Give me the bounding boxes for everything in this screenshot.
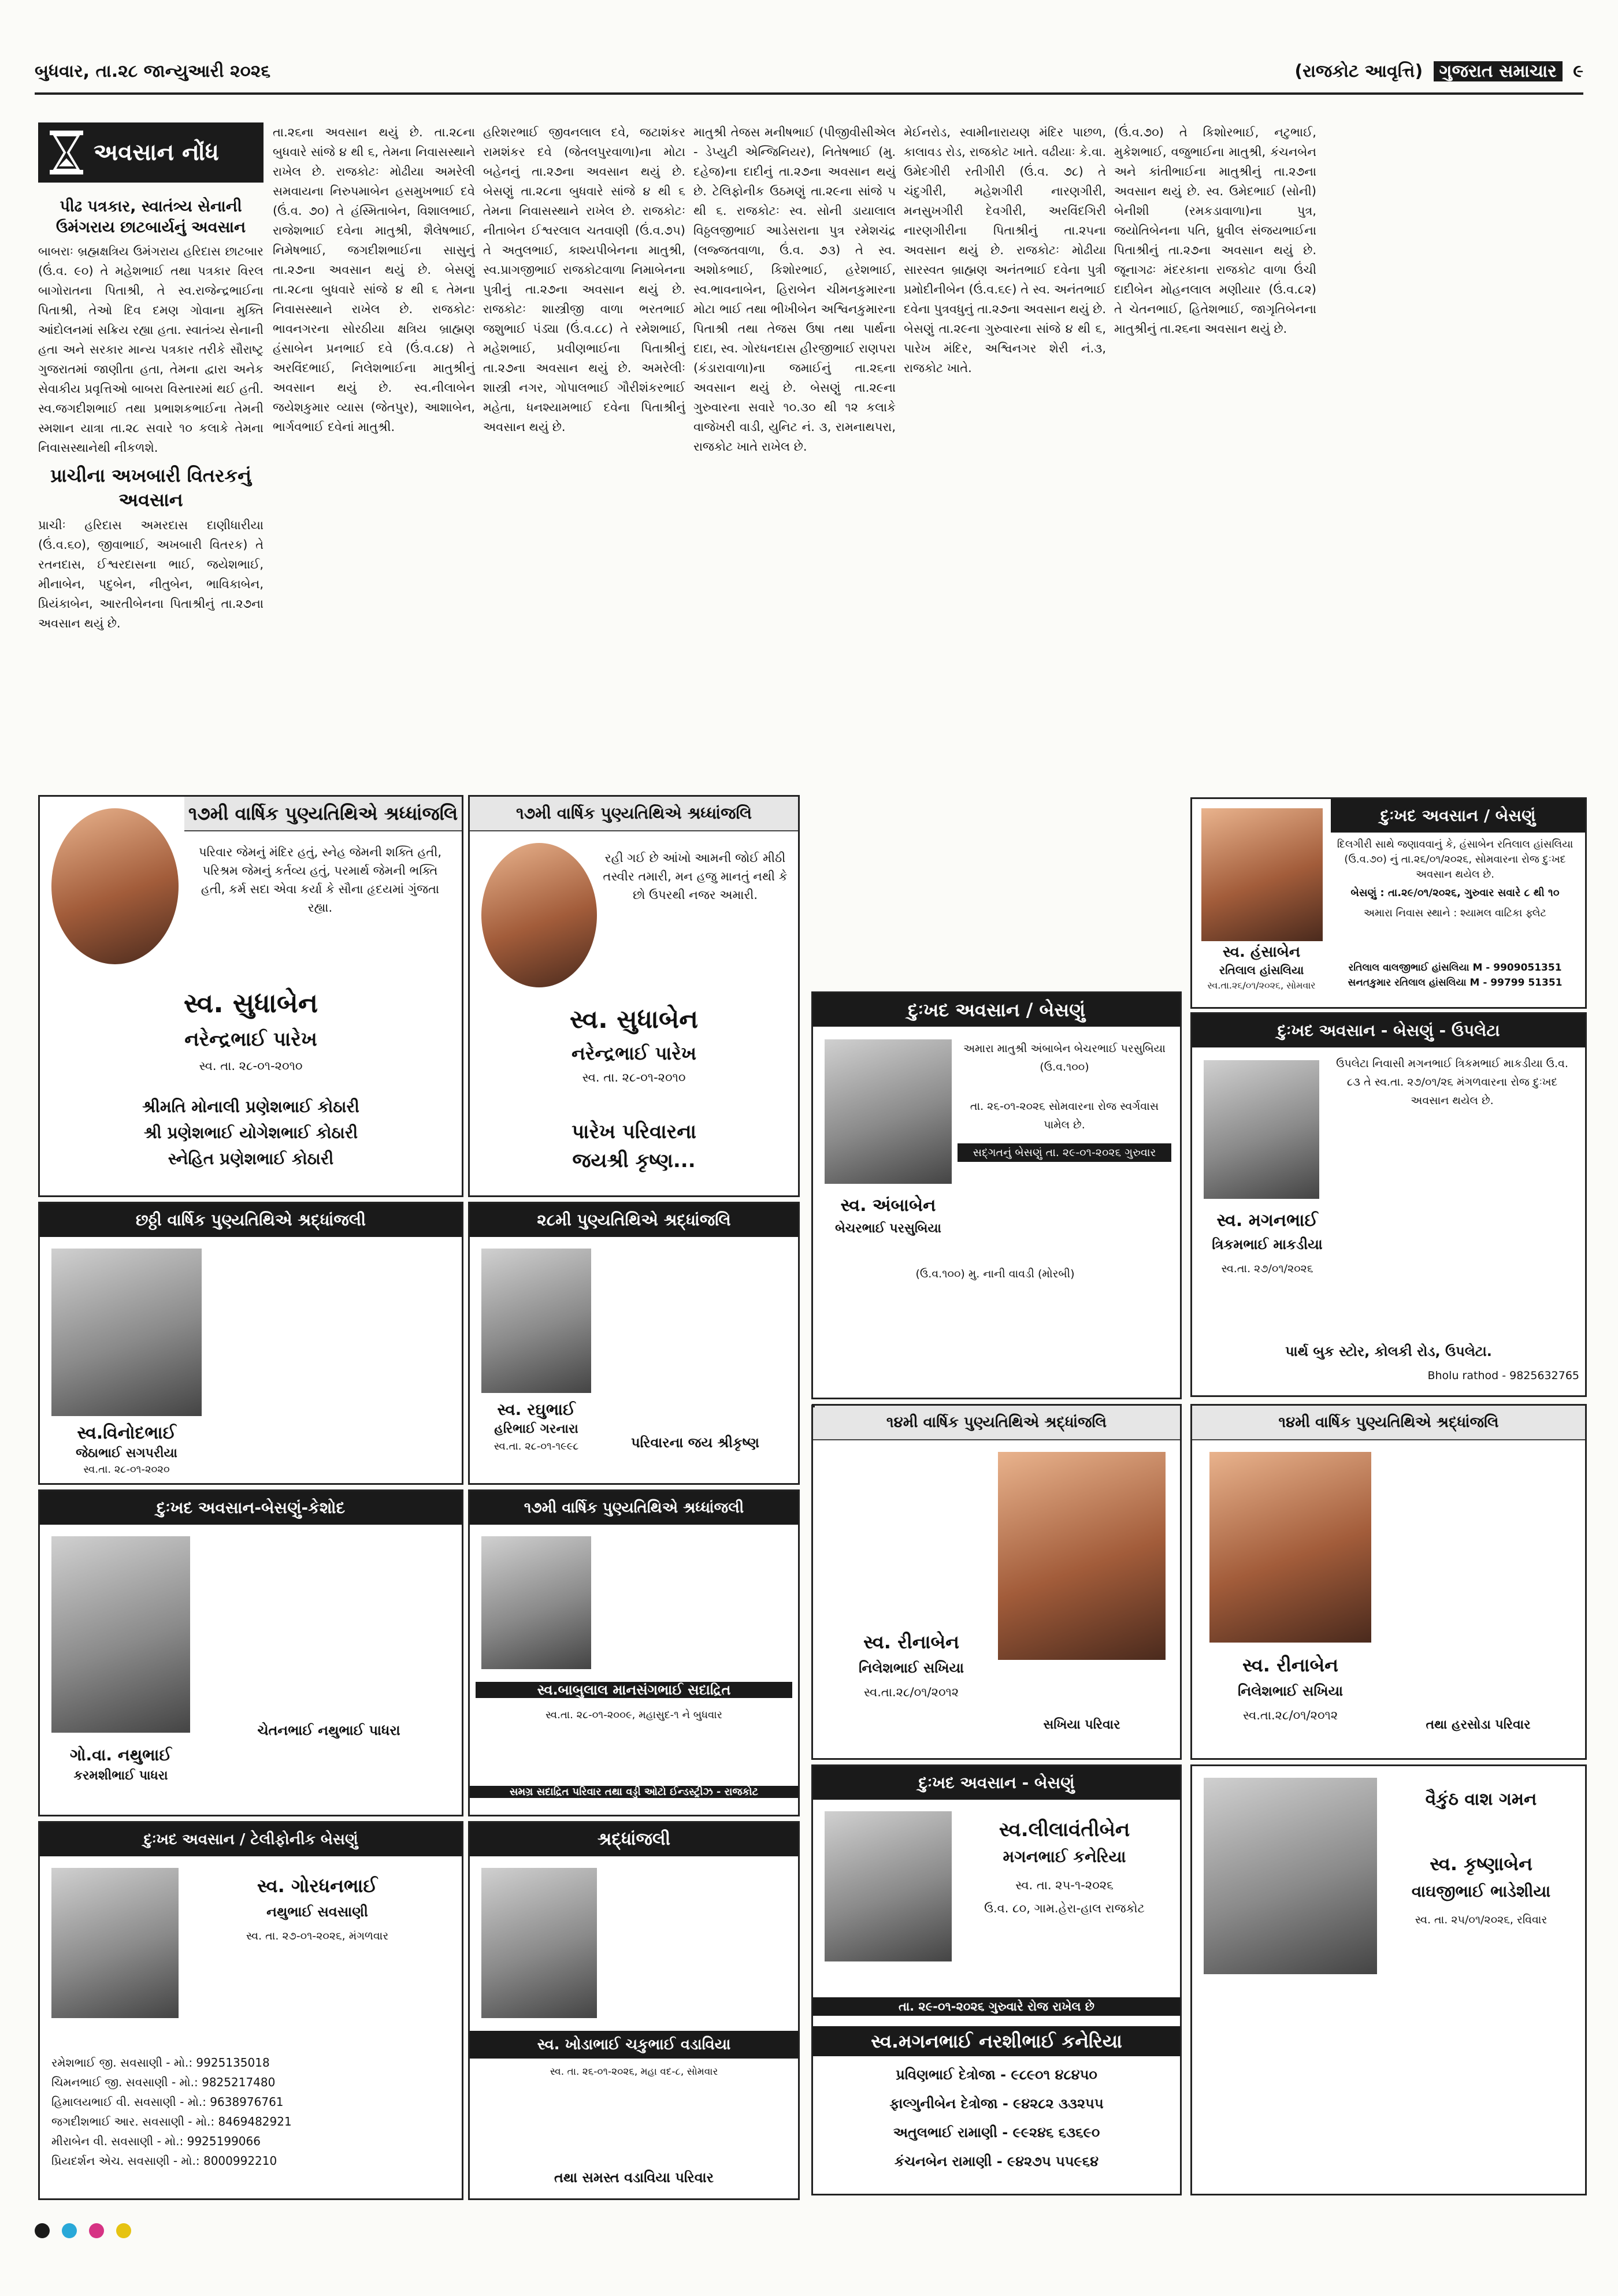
section-header	[38, 122, 264, 183]
news-column-4	[693, 122, 896, 770]
family: ચેતનભાઈ નથુભાઈ પાધરા	[257, 1722, 400, 1738]
portrait-photo	[481, 1249, 591, 1393]
ad-banner: દુઃખદ અવસાન / બેસણું	[813, 993, 1180, 1027]
death-date: સ્વ.તા. ૨૮-૦૧-૨૦૦૯, મહાસુદ-૧ ને બુધવાર	[545, 1709, 722, 1721]
ad-gordhanbhai	[38, 1821, 463, 2200]
news-body-col2: તા.૨૬ના અવસાન થયું છે. તા.૨૮ના બુધવારે સાંજે ૪ થી ૬, તેમના નિવાસસ્થાને રાખેલ છે. રાજકોટઃ મોઢીયા અમરેલી સમવાયના નિરુપમાબેન હસમુખભાઈ દવે (ઉં.વ. ૭૦) તે હંસ્મિતાબેન, વિશાલભાઈ, રાજેશભાઈ દવેના માતુશ્રી, શૈલેષભાઈ, નિમેષભાઈ, જગદીશભાઈના સાસુનું તા.૨૭ના અવસાન થયું છે. બેસણું તા.૨૮ના બુધવારે સાંજે ૪ થી ૬ તેમના નિવાસસ્થાને રાખેલ છે. રાજકોટઃ ભાવનગરના સોરઠીયા ક્ષત્રિય બ્રાહ્મણ હંસાબેન પ્રનભાઈ દવે (ઉં.વ.૮૪) તે અરવિંદભાઈ, નિલેશભાઈના માતુશ્રીનું અવસાન થયું છે. સ્વ.નીલાબેન જયેશકુમાર વ્યાસ (જેતપુર), આશાબેન, ભાર્ગવભાઈ દવેનાં માતુશ્રી.	[273, 125, 475, 434]
portrait-photo	[825, 1039, 952, 1184]
contact-1: રતિલાલ વાલજીભાઈ હાંસલિયા M - 9909051351	[1348, 962, 1562, 974]
news-body-col5: મેઈનરોડ, સ્વામીનારાયણ મંદિર પાછળ, કાલાવડ રોડ, રાજકોટ ખાતે. વઢીયાઃ કે.વા. ઉમેદગીરી રતીગીરી (ઉં.વ. ૭૮) તે ચંદુગીરી, મહેશગીરી નારણગીરી, મનસુખગીરી દેવગીરી, અરવિંદગિરી નારણગીરીના પિતાશ્રીનું તા.૨૫ના અવસાન થયું છે. રાજકોટઃ મોઢીયા સારસ્વત બ્રાહ્મણ અનંતભાઈ દવેના પુત્રી પ્રમોદીનીબેન (ઉં.વ.૬૯) તે સ્વ. અનંતભાઈ દવેના પુત્રવધુનું તા.૨૭ના અવસાન થયું છે. બેસણું તા.૨૯ના ગુરુવારના સાંજે ૪ થી ૬, પારેખ મંદિર, અશ્વિનગર શેરી નં.૩, રાજકોટ ખાતે.	[904, 125, 1106, 375]
spacer-sh	[38, 2205, 460, 2221]
news-column-2	[273, 122, 475, 770]
ad-banner: ૧૭મી વાર્ષિક પુણ્યતિથિએ શ્રધ્ધાંજલિ	[470, 797, 798, 831]
age-place: (ઉ.વ.૧૦૦) મુ. નાની વાવડી (મોરબી)	[915, 1268, 1075, 1280]
portrait-photo	[998, 1452, 1166, 1660]
reg-dot-magenta	[89, 2223, 104, 2238]
portrait-photo	[51, 808, 179, 964]
ad-banner: ૧૪મી વાર્ષિક પુણ્યતિથિએ શ્રદ્ધાંજલિ	[1192, 1406, 1585, 1440]
hourglass-icon	[46, 129, 87, 176]
news-column-3	[483, 122, 685, 770]
family: પરિવારના જય શ્રીકૃષ્ણ	[631, 1435, 759, 1451]
besnu-place: અમારા નિવાસ સ્થાને : શ્યામલ વાટિકા ફ્લેટ	[1364, 907, 1546, 919]
ad-rinaben-2	[1190, 1404, 1587, 1760]
contact-phone: Bholu rathod - 9825632765	[1427, 1369, 1579, 1382]
family: સમગ્ર સદાદ્રિત પરિવાર તથા વડ્ડી ઓટો ઈન્ડસ્ટ્રીઝ - રાજકોટ	[470, 1786, 798, 1798]
death-date: સ્વ. તા. ૨૬-૦૧-૨૦૨૬, મહા વદ-૮, સોમવાર	[550, 2066, 718, 2078]
ad-krushnaben	[1190, 1764, 1587, 2195]
death-date: સ્વ. તા. ૨૭-૦૧-૨૦૨૬, મંગળવાર	[246, 1930, 389, 1942]
ad-hansaben	[1190, 797, 1587, 1009]
ad-maganbhai	[1190, 1012, 1587, 1397]
portrait-photo	[481, 1536, 591, 1669]
ad-text: રહી ગઈ છે આંખો આમની જોઈ મીઠી તસ્વીર તમારી, મન હજુ માનતું નથી કે છો ઉપરથી નજર અમારી.	[603, 851, 788, 902]
deceased-name: સ્વ. સુધાબેન	[183, 987, 318, 1019]
ad-banner: ૧૭મી વાર્ષિક પુણ્યતિથિએ શ્રધ્ધાંજલી	[470, 1491, 798, 1525]
ad-ambaben	[811, 991, 1182, 1399]
portrait-photo	[51, 1249, 202, 1416]
ad-babulal	[468, 1489, 800, 1816]
ad-vinodbhai	[38, 1202, 463, 1485]
deceased-name: સ્વ. હંસાબેન	[1222, 943, 1301, 961]
masthead	[35, 61, 1583, 84]
ad-banner: દુઃખદ અવસાન - બેસણું	[813, 1766, 1180, 1800]
news-column-7	[1324, 122, 1388, 770]
portrait-photo	[51, 1868, 179, 2018]
ad-banner: ૨૮મી પુણ્યતિથિએ શ્રદ્ધાંજલિ	[470, 1203, 798, 1237]
deceased-subname: નરેન્દ્રભાઈ પારેખ	[184, 1028, 317, 1051]
deceased-subname: વાઘજીભાઈ ભાડેશીયા	[1411, 1882, 1551, 1901]
besnu-notice: સદ્ગતનું બેસણું તા. ૨૯-૦૧-૨૦૨૬ ગુરુવાર	[958, 1143, 1171, 1162]
death-date: સ્વ.તા.૨૮/૦૧/૨૦૧૨	[863, 1685, 959, 1699]
deceased-subname: હરિભાઈ ગરનારા	[494, 1422, 578, 1436]
death-date: સ્વ.તા.૨૮/૦૧/૨૦૧૨	[1242, 1708, 1338, 1722]
deceased-name: સ્વ. રીનાબેન	[1242, 1654, 1338, 1676]
spacer-ad5	[811, 1404, 812, 1405]
news-body-col3: હરિશરભાઈ જીવનલાલ દવે, જટાશંકર રામશંકર દવે (જેતલપુરવાળા)ના મોટા બહેનનું તા.૨૭ના અવસાન થયું છે. બેસણું તા.૨૮ના બુધવારે સાંજે ૪ થી ૬ તેમના નિવાસસ્થાને રાખેલ છે. રાજકોટઃ નીતાબેન ઈશ્વરલાલ ચતવાણી (ઉં.વ.૭૫) તે અતુલભાઈ, કાશ્યપીબેનના માતુશ્રી, સ્વ.પ્રાગજીભાઈ રાજકોટવાળા નિમાબેનના પુત્રીનું તા.૨૭ના અવસાન થયું છે. રાજકોટઃ શાસ્ત્રીજી વાળા ભરતભાઈ જશુભાઈ પંડ્યા (ઉં.વ.૮૮) તે રમેશભાઈ, મહેશભાઈ, પ્રવીણભાઈના પિતાશ્રીનું તા.૨૭ના અવસાન થયું છે. અમરેલીઃ શાસ્ત્રી નગર, ગોપાલભાઈ ગૌરીશંકરભાઈ મહેતા, ધનશ્યામભાઈ દવેના પિતાશ્રીનું અવસાન થયું છે.	[483, 125, 685, 434]
age-place: ઉ.વ. ૮૦, ગામ.હેરા-હાલ રાજકોટ	[984, 1901, 1145, 1915]
ad-banner: દુઃખદ અવસાન - બેસણું - ઉપલેટા	[1192, 1014, 1585, 1047]
deceased-name: સ્વ. મગનભાઈ	[1216, 1210, 1318, 1231]
news-column-5	[904, 122, 1106, 770]
ad-banner: છઠ્ઠી વાર્ષિક પુણ્યતિથિએ શ્રદ્ધાંજલી	[40, 1203, 462, 1237]
death-date: સ્વ.તા.૨૬/૦૧/૨૦૨૬, સોમવાર	[1207, 980, 1316, 991]
phone-3: હિમાલયભાઈ વી. સવસાણી - મો.: 9638976761	[51, 2095, 284, 2109]
deceased-name: સ્વ. સુધાબેન	[569, 1005, 699, 1034]
page-number: ૯	[1573, 61, 1583, 81]
ad-nathubhai	[38, 1489, 463, 1816]
deceased-subname: જેઠાભાઈ સગપરીયા	[76, 1446, 177, 1461]
phone-1: રમેશભાઈ જી. સવસાણી - મો.: 9925135018	[51, 2056, 270, 2070]
deceased-name: સ્વ.લીલાવંતીબેન	[999, 1818, 1130, 1841]
husband-name: સ્વ.મગનભાઈ નરશીભાઈ કનેરિયા	[813, 2026, 1180, 2056]
deceased-subname: ત્રિકમભાઈ માકડીયા	[1212, 1236, 1323, 1253]
deceased-name: સ્વ. કૃષ્ણાબેન	[1430, 1853, 1532, 1875]
ad-text: પરિવાર જેમનું મંદિર હતું, સ્નેહ જેમની શક્તિ હતી, પરિશ્રમ જેમનું કર્તવ્ય હતું, પરમાર્થ જેમની ભક્તિ હતી, કર્મ સદા એવા કર્યા કે સૌના હૃદયમાં ગુંજતા રહ્યા.	[198, 845, 442, 915]
portrait-photo	[1204, 1060, 1319, 1199]
family: તથા હરસોડા પરિવાર	[1426, 1718, 1531, 1732]
deceased-name: સ્વ. અંબાબેન	[840, 1195, 936, 1216]
ad-banner: દુઃખદ અવસાન-બેસણું-કેશોદ	[40, 1491, 462, 1525]
besnu-notice: તા. ૨૯-૦૧-૨૦૨૬ ગુરુવારે રોજ રાખેલ છે	[813, 1997, 1180, 2016]
family-2: જયશ્રી કૃષ્ણ...	[572, 1149, 696, 1172]
family: તથા સમસ્ત વડાવિયા પરિવાર	[554, 2169, 714, 2186]
ad-banner: દુઃખદ અવસાન / બેસણું	[1331, 799, 1585, 833]
deceased-name: સ્વ. ખોડાભાઈ ચકુભાઈ વડાવિયા	[470, 2031, 798, 2059]
news-body-col6: (ઉં.વ.૭૦) તે કિશોરભાઈ, નટુભાઈ, મુકેશભાઈ, વજુભાઈના માતુશ્રી, કંચનબેન અને કાંતીભાઈના માતુશ્રીનું તા.૨૭ના અવસાન થયું છે. સ્વ. ઉમેદભાઈ (સોની) બેનીશી (રમકડાવાળા)ના પુત્ર, જયોતિબેનના પતિ, ધ્રુવીલ સંજયભાઈના પિતાશ્રીનું તા.૨૭ના અવસાન થયું છે. જૂનાગઢઃ મંદરકાના રાજકોટ વાળા ઉંચી દાદીબેન મોહનલાલ મણીયાર (ઉં.વ.૮૨) તે ચેતનભાઈ, હિતેશભાઈ, જાગૃતિબેનના માતુશ્રીનું તા.૨૬ના અવસાન થયું છે.	[1114, 125, 1316, 336]
ad-lilavantiben	[811, 1764, 1182, 2195]
section-title: અવસાન નોંધ	[94, 139, 219, 166]
portrait-photo	[1201, 808, 1323, 941]
deceased-subname: બેચરભાઈ પરસુબિયા	[835, 1221, 941, 1236]
ad-title: અમારા માતુશ્રી અંબાબેન બેચરભાઈ પરસુબિયા (ઉ.વ.૧૦૦)	[963, 1042, 1166, 1073]
phone-2: ફાલ્ગુનીબેન દેત્રોજા - ૯૪૨૮૨ ૩૩૨૫૫	[889, 2096, 1104, 2112]
death-date: સ્વ. તા. ૨૮-૦૧-૨૦૧૦	[582, 1071, 686, 1084]
death-date: સ્વ. તા. ૨૫/૦૧/૨૦૨૬, રવિવાર	[1415, 1914, 1548, 1926]
phone-6: પ્રિયદર્શન એચ. સવસાણી - મો.: 8000992210	[51, 2154, 277, 2168]
news-column-6	[1114, 122, 1316, 770]
phone-3: અતુલભાઈ રામાણી - ૯૯૨૪૬ ૬૩૬૯૦	[893, 2124, 1100, 2141]
ad-banner: ૧૪મી વાર્ષિક પુણ્યતિથિએ શ્રદ્ધાંજલિ	[813, 1406, 1180, 1440]
deceased-subname: નરેન્દ્રભાઈ પારેખ	[571, 1042, 697, 1064]
death-date: સ્વ. તા. ૨૮-૦૧-૨૦૧૦	[199, 1059, 303, 1073]
ad-banner: વૈકુંઠ વાશ ગમન	[1425, 1789, 1537, 1810]
reg-dot-black	[35, 2223, 50, 2238]
ad-footer: પાર્થ બુક સ્ટોર, કોલકી રોડ, ઉપલેટા.	[1285, 1343, 1492, 1359]
portrait-photo	[481, 843, 597, 987]
ad-banner: શ્રદ્ધાંજલી	[470, 1823, 798, 1856]
family-2: શ્રી પ્રણેશભાઈ યોગેશભાઈ કોઠારી	[143, 1123, 358, 1142]
deceased-subname: મગનભાઈ કનેરિયા	[1003, 1847, 1126, 1866]
family-3: સ્નેહિત પ્રણેશભાઈ કોઠારી	[168, 1149, 334, 1168]
news-column-1	[38, 191, 264, 768]
ad-rinaben-1	[811, 1404, 1182, 1760]
news-headline-2: પ્રાચીના અખબારી વિતરકનું અવસાન	[50, 465, 251, 511]
portrait-photo	[51, 1536, 190, 1733]
date-line: બુધવાર, તા.૨૮ જાન્યુઆરી ૨૦૨૬	[35, 61, 271, 81]
deceased-name: સ્વ. રઘુભાઈ	[497, 1400, 576, 1419]
ad-banner: દુઃખદ અવસાન / ટેલીફોનીક બેસણું	[40, 1823, 462, 1856]
phone-1: પ્રવિણભાઈ દેત્રોજા - ૯૮૯૦૧ ૪૮૪૫૦	[896, 2067, 1097, 2083]
deceased-subname: કરમશીભાઈ પાધરા	[73, 1769, 168, 1783]
family-1: શ્રીમતિ મોનાલી પ્રણેશભાઈ કોઠારી	[142, 1097, 359, 1116]
ad-text: તા. ૨૬-૦૧-૨૦૨૬ સોમવારના રોજ સ્વર્ગવાસ પામેલ છે.	[970, 1100, 1159, 1131]
news-column-7-holder	[1114, 122, 1115, 123]
news-body-col4: માતુશ્રી તેજસ મનીષભાઈ (પીજીવીસીએલ - ડેપ્યુટી એન્જિનિયર), નિતેષભાઈ (મુ. દહેજ)ના દાદીનું તા.૨૭ના અવસાન થયું છે. ટેલિફોનીક ઉઠમણું તા.૨૯ના સાંજે ૫ થી ૬. રાજકોટઃ સ્વ. સોની ડાયાલાલ વિઠ્ઠલજીભાઈ આડેસરાના પુત્ર રમેશચંદ્ર (લજ્જતવાળા, ઉં.વ. ૭૩) તે સ્વ. અશોકભાઈ, કિશોરભાઈ, હરેશભાઈ, સ્વ.ભાવનાબેન, હિરાબેન ચીમનકુમારના મોટા ભાઈ તથા ભીખીબેન અશ્વિનકુમારના પિતાશ્રી તથા તેજસ ઉષા તથા પાર્થના દાદા, સ્વ. ગોરધનદાસ હીરજીભાઈ રાણપરા (કંડારાવાળા)ના જમાઈનું તા.૨૬ના અવસાન થયું છે. બેસણું તા.૨૯ના ગુરુવારના સવારે ૧૦.૩૦ થી ૧૨ કલાકે વાજેખરી વાડી, યુનિટ નં. ૩, રામનાથપરા, રાજકોટ ખાતે રાખેલ છે.	[693, 125, 896, 454]
deceased-name: સ્વ. રીનાબેન	[863, 1631, 959, 1653]
edition: (રાજકોટ આવૃત્તિ)	[1294, 61, 1423, 81]
deceased-subname: નથુભાઈ સવસાણી	[266, 1904, 368, 1920]
portrait-photo	[1209, 1452, 1371, 1643]
deceased-subname: નિલેશભાઈ સખિયા	[858, 1660, 964, 1676]
portrait-photo	[1204, 1778, 1377, 1974]
ad-text: દિલગીરી સાથે જણાવવાનું કે, હંસાબેન રતિલાલ હાંસલિયા (ઉ.વ.૭૦) નું તા.૨૬/૦૧/૨૦૨૬, સોમવારના રોજ દુઃખદ અવસાન થયેલ છે.	[1337, 838, 1574, 880]
death-date: સ્વ.તા. ૨૮-૦૧-૧૯૯૮	[493, 1440, 579, 1452]
deceased-subname: રતિલાલ હાંસલિયા	[1219, 963, 1304, 977]
family-1: પારેખ પરિવારના	[572, 1120, 696, 1143]
news-body-1: બાબરાઃ બ્રહ્મક્ષત્રિય ઉમંગરાય હરિદાસ છાટબાર (ઉં.વ. ૯૦) તે મહેશભાઈ તથા પત્રકાર વિરલ બાગોરાતના પિતાશ્રી, તે સ્વ.રાજેન્દ્રભાઈના પિતાશ્રી, તેઓ દિવ દમણ ગોવાના મુક્તિ આંદોલનમાં સક્રિય રહ્યા હતા. સ્વાતંત્ર્ય સેનાની હતા અને સરકાર માન્ય પત્રકાર તરીકે સૌરાષ્ટ્ર ગુજરાતમાં જાણીતા હતા, તેમના દ્વારા અનેક સેવાકીય પ્રવૃત્તિઓ બાબરા વિસ્તારમાં થઈ હતી. સ્વ.જગદીશભાઈ તથા પ્રભાશકભાઈના તેમની સ્મશાન યાત્રા તા.૨૮ સવારે ૧૦ કલાકે તેમના નિવાસસ્થાનેથી નીકળશે.	[38, 244, 264, 455]
death-date: સ્વ. તા. ૨૫-૧-૨૦૨૬	[1015, 1878, 1114, 1892]
deceased-name: ગો.વા. નથુભાઈ	[70, 1745, 172, 1764]
ad-banner: ૧૭મી વાર્ષિક પુણ્યતિથિએ શ્રધ્ધાંજલિ	[184, 797, 462, 831]
family: સખિયા પરિવાર	[1043, 1718, 1120, 1732]
ad-sudhaben-1	[38, 795, 463, 1197]
deceased-name: સ્વ.બાબુલાલ માનસંગભાઈ સદાદ્રિત	[476, 1682, 792, 1698]
portrait-photo	[481, 1868, 597, 2018]
paper-title	[1294, 61, 1583, 81]
death-date: સ્વ.તા. ૨૭/૦૧/૨૦૨૬	[1221, 1262, 1313, 1275]
ad-text: ઉપલેટા નિવાસી મગનભાઈ ત્રિકમભાઈ માકડીયા ઉ.વ. ૮૩ તે સ્વ.તા. ૨૭/૦૧/૨૬ મંગળવારના રોજ દુઃખદ અવસાન થયેલ છે.	[1336, 1057, 1568, 1107]
paper-name: ગુજરાત સમાચાર	[1434, 61, 1563, 81]
news-headline-1: પીઢ પત્રકાર, સ્વાતંત્ર્ય સેનાની ઉમંગરાય છાટબાર્યનું અવસાન	[55, 198, 246, 236]
phone-4: કંચનબેન રામાણી - ૯૪૨૭૫ ૫૫૯૬૪	[894, 2153, 1099, 2169]
deceased-name: સ્વ.વિનોદભાઈ	[77, 1423, 176, 1443]
ad-sudhaben-2	[468, 795, 800, 1197]
phone-4: જગદીશભાઈ આર. સવસાણી - મો.: 8469482921	[51, 2115, 292, 2128]
portrait-photo	[825, 1811, 952, 1961]
contact-2: સનતકુમાર રતિલાલ હાંસલિયા M - 99799 51351	[1348, 977, 1563, 989]
print-registration-marks	[35, 2223, 1583, 2258]
news-body-2: પ્રાચીઃ હરિદાસ અમરદાસ દાણીધારીયા (ઉં.વ.૬૦), જીવાભાઈ, અખબારી વિતરક) તે રતનદાસ, ઈશ્વરદાસના ભાઈ, જયેશભાઈ, મીનાબેન, પદુબેન, નીતુબેન, ભાવિકાબેન, પ્રિયંકાબેન, આરતીબેનના પિતાશ્રીનું તા.૨૭ના અવસાન થયું છે.	[38, 518, 264, 630]
phone-2: ચિમનભાઈ જી. સવસાણી - મો.: 9825217480	[51, 2075, 276, 2089]
reg-dot-yellow	[116, 2223, 131, 2238]
masthead-rule	[35, 92, 1583, 95]
ad-khodabhai	[468, 1821, 800, 2200]
besnu-notice: બેસણું : તા.૨૯/૦૧/૨૦૨૬, ગુરુવાર સવારે ૮ થી ૧૦	[1350, 887, 1560, 899]
death-date: સ્વ.તા. ૨૮-૦૧-૨૦૨૦	[83, 1463, 170, 1476]
ad-raghubhai	[468, 1202, 800, 1485]
reg-dot-cyan	[62, 2223, 77, 2238]
phone-5: મીરાબેન વી. સવસાણી - મો.: 9925199066	[51, 2134, 261, 2148]
deceased-name: સ્વ. ગોરધનભાઈ	[257, 1875, 378, 1897]
deceased-subname: નિલેશભાઈ સખિયા	[1237, 1683, 1344, 1699]
